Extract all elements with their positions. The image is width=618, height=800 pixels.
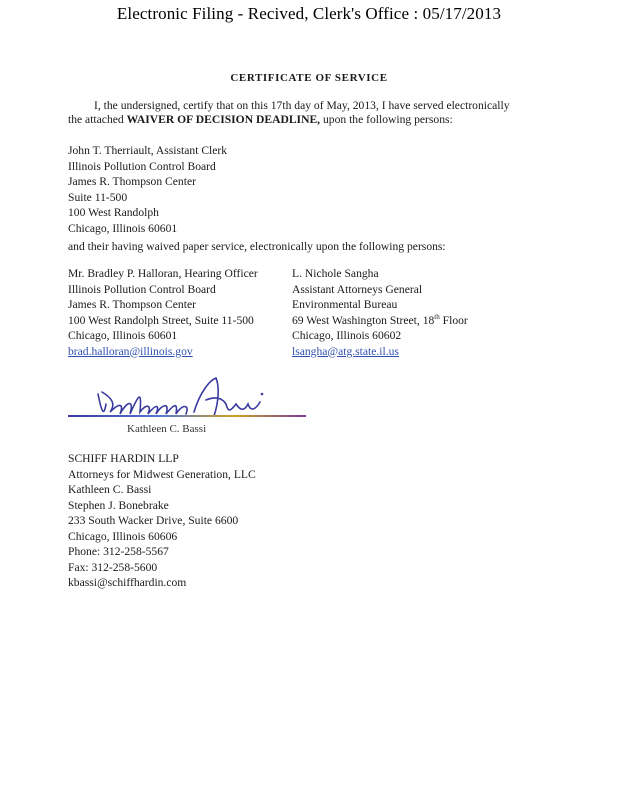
firm-email: kbassi@schiffhardin.com (68, 576, 187, 589)
intro-line-2-prefix: the attached (68, 113, 124, 126)
firm-line: Attorneys for Midwest Generation, LLC (68, 467, 256, 481)
address-line: Chicago, Illinois 60601 (68, 221, 178, 235)
hearing-officer-email-link[interactable]: brad.halloran@illinois.gov (68, 344, 193, 358)
firm-line: Stephen J. Bonebrake (68, 498, 169, 512)
law-firm-block (68, 451, 256, 591)
firm-name: SCHIFF HARDIN LLP (68, 452, 179, 465)
address-line: Mr. Bradley P. Halloran, Hearing Officer (68, 267, 258, 280)
street-prefix: 69 West Washington Street, 18 (292, 313, 435, 327)
address-line: James R. Thompson Center (68, 298, 196, 311)
address-line: Illinois Pollution Control Board (68, 282, 216, 296)
firm-phone: Phone: 312-258-5567 (68, 545, 169, 558)
address-line: John T. Therriault, Assistant Clerk (68, 144, 228, 157)
document-name: WAIVER OF DECISION DEADLINE, (126, 113, 321, 126)
address-line: Chicago, Illinois 60601 (68, 329, 178, 342)
address-line: 100 West Randolph (68, 206, 159, 219)
address-line: James R. Thompson Center (68, 175, 196, 188)
firm-fax: Fax: 312-258-5600 (68, 560, 158, 574)
waived-service-paragraph: and their having waived paper service, electronically upon the following persons: (68, 240, 446, 253)
signature-line (68, 415, 306, 417)
intro-line-2 (68, 113, 510, 127)
attorney-general-address-block (292, 266, 468, 359)
attorney-general-email-link[interactable]: lsangha@atg.state.il.us (292, 344, 399, 358)
intro-line-2-suffix: upon the following persons: (322, 113, 453, 126)
ordinal-suffix: th (434, 312, 440, 321)
signatory-name: Kathleen C. Bassi (127, 423, 207, 435)
address-line: 100 West Randolph Street, Suite 11-500 (68, 313, 254, 327)
firm-line: 233 South Wacker Drive, Suite 6600 (68, 514, 239, 527)
intro-line-1: I, the undersigned, certify that on this 17th day of May, 2013, I have served electronically (94, 99, 510, 112)
street-address-line (292, 313, 468, 329)
street-suffix: Floor (439, 313, 468, 327)
filing-stamp-header: Electronic Filing - Recived, Clerk's Office : 05/17/2013 (116, 4, 502, 23)
address-line: L. Nichole Sangha (292, 267, 379, 280)
address-line: Chicago, Illinois 60602 (292, 329, 402, 342)
address-line: Environmental Bureau (292, 298, 398, 311)
hearing-officer-address-block (68, 266, 258, 359)
firm-line: Chicago, Illinois 60606 (68, 529, 178, 543)
intro-paragraph (68, 99, 510, 127)
clerk-address-block (68, 143, 227, 236)
firm-line: Kathleen C. Bassi (68, 483, 152, 496)
address-line: Assistant Attorneys General (292, 282, 423, 296)
document-title: CERTIFICATE OF SERVICE (230, 72, 388, 84)
address-line: Illinois Pollution Control Board (68, 159, 216, 173)
address-line: Suite 11-500 (68, 190, 128, 204)
